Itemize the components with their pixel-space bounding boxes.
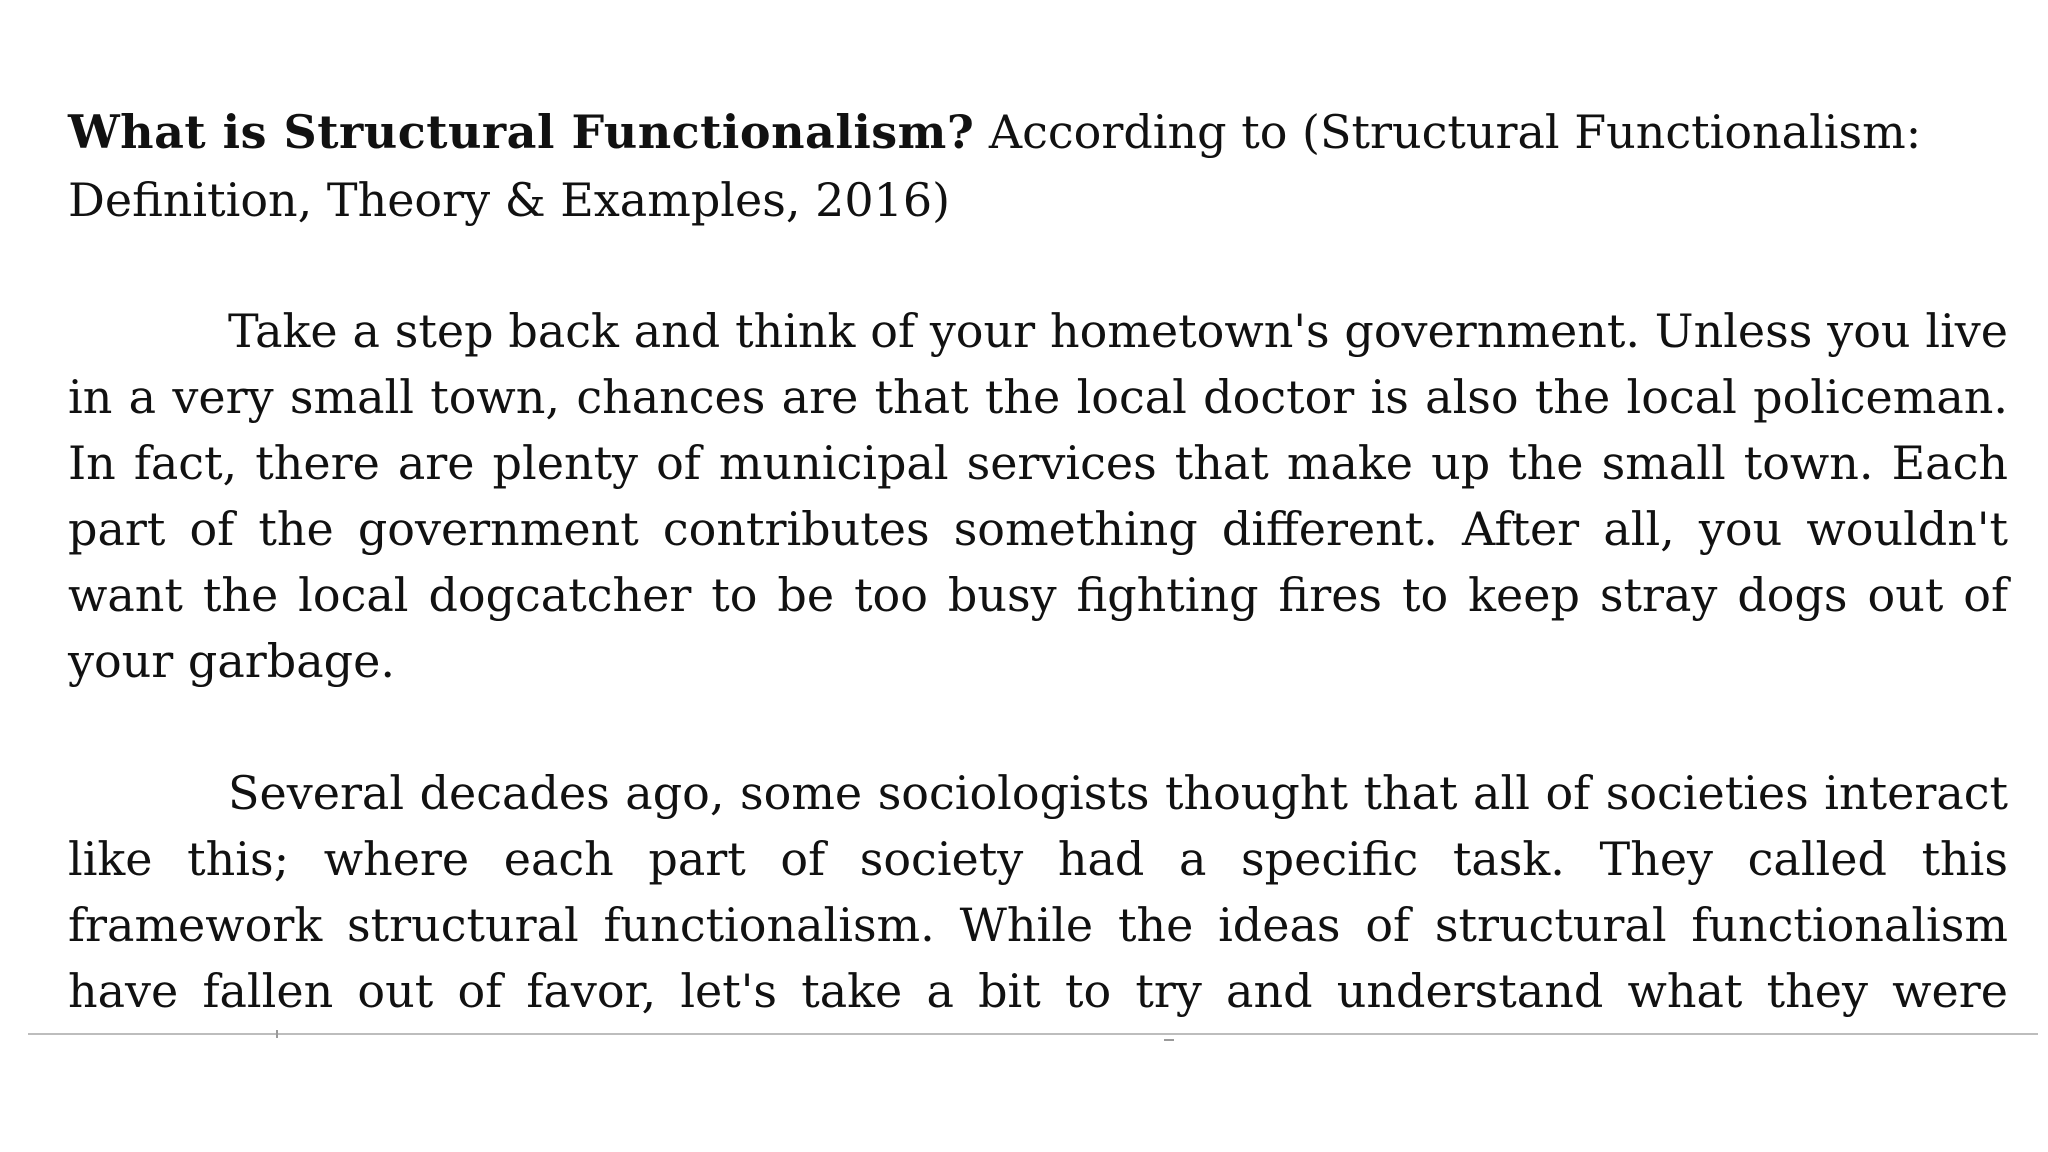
document-body — [68, 98, 2008, 1024]
paragraph-decades-ago: Several decades ago, some sociologists thought that all of societies interact like this; where each part of society had a specific task. They called this framework structural functionalism. While the ideas of structural functionalism have fallen out of favor, let's take a bit to try and understand what they were — [68, 766, 2008, 1018]
paragraph-hometown: Take a step back and think of your hometown's government. Unless you live in a very small town, chances are that the local doctor is also the local policeman. In fact, there are plenty of municipal services that make up the small town. Each part of the government contributes something different. After all, you wouldn't want the local dogcatcher to be too busy fighting fires to keep stray dogs out of your garbage. — [68, 304, 2008, 688]
section-heading: What is Structural Functionalism? — [68, 105, 975, 159]
citation-text: According to (Structural Functionalism: Definition, Theory & Examples, 2016) — [68, 105, 1922, 227]
page-bottom-divider — [28, 1033, 2038, 1035]
divider-tick-mark — [1164, 1039, 1174, 1041]
divider-tick-mark — [276, 1030, 278, 1038]
intro-paragraph — [68, 98, 2008, 234]
